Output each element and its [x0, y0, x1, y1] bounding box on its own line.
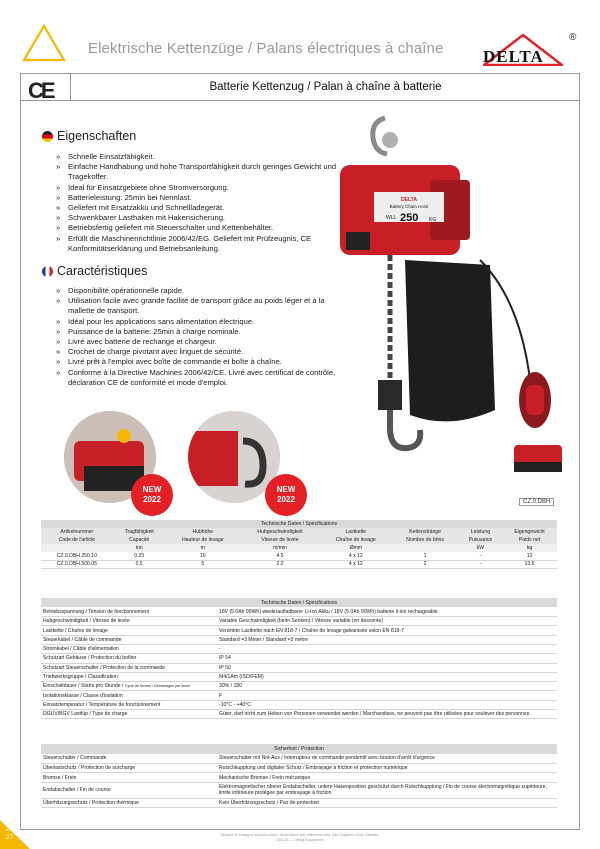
table-row	[41, 754, 557, 764]
spec-key: Stromkabel / Câble d'alimentation	[41, 644, 217, 653]
badge-new-text: NEW	[276, 485, 296, 494]
table-row	[41, 552, 557, 560]
table-cell: CZ.0.DBH.500.05	[41, 560, 113, 568]
heading-eigenschaften-text: Eigenschaften	[57, 129, 137, 143]
spec-key: Schutzart Steuerschalter / Protection de la commande	[41, 663, 217, 672]
list-item: » Livré prêt à l'emploi avec boîte de commande et boîte à chaîne.	[56, 357, 346, 367]
hoist-label-unit: KG	[429, 217, 437, 223]
table-title: Sicherheit / Protection	[41, 744, 557, 754]
hoist-label-title: Battery Chain Hoist	[389, 204, 429, 209]
list-item: » Ideal für Einsatzgebiete ohne Stromversorgung.	[56, 183, 346, 193]
table-row	[41, 710, 557, 719]
product-subtitle	[70, 74, 580, 101]
table-unit: m	[166, 544, 240, 552]
table-cell: CZ.0.DBH.250.10	[41, 552, 113, 560]
footer-line-2: DELTA — Lifting Equipment	[276, 838, 324, 842]
page-number-right: 27	[6, 834, 14, 841]
table-row	[41, 798, 557, 808]
hoist-label-brand: DELTA	[401, 197, 417, 203]
list-item: » Schwenkbarer Lasthaken mit Hakensicherung.	[56, 213, 346, 223]
table-unit: ton	[113, 544, 166, 552]
spec-value: Variable Geschwindigkeit (beim Senken) / Vitesse variable (en descente)	[217, 617, 557, 626]
table-header: Hauteur de levage	[166, 536, 240, 544]
spec-value: IP 54	[217, 654, 557, 663]
spec-table-technical	[41, 598, 557, 719]
hoist-label-capacity: 250	[400, 212, 419, 224]
list-item: » Schnelle Einsatzfähigkeit.	[56, 152, 346, 162]
table-row	[41, 560, 557, 568]
spec-key: Steuerkabel / Câble de commande	[41, 635, 217, 644]
table-row	[41, 626, 557, 635]
table-header: Kettenstränge	[391, 528, 458, 536]
table-cell: -	[459, 560, 502, 568]
list-item: » Geliefert mit Ersatzakku und Schnellladegerät.	[56, 203, 346, 213]
page-header-title: Elektrische Kettenzüge / Palans électriques à chaîne	[88, 40, 444, 57]
table-header: Eigengewicht	[502, 528, 557, 536]
table-row	[41, 607, 557, 616]
table-header: Tragfähigkeit	[113, 528, 166, 536]
spec-value: F	[217, 691, 557, 700]
spec-value: Rutschkupplung und digitaler Schutz / Embrayage à friction et protection numérique	[217, 763, 557, 773]
table-cell: 10	[166, 552, 240, 560]
page-number-left: 26	[6, 826, 14, 833]
heading-eigenschaften	[42, 129, 136, 143]
safety-table	[41, 744, 557, 808]
table-title: Technische Daten / Spécifications	[41, 520, 557, 528]
table-row	[41, 700, 557, 709]
german-flag-icon	[42, 131, 53, 142]
table-header: Chaîne de levage	[320, 536, 391, 544]
hoist-label-wll: WLL	[386, 215, 397, 221]
table-cell: 12	[502, 552, 557, 560]
caracteristiques-list	[56, 286, 346, 388]
spec-key: Betriebsspannung / Tension de fonctionnement	[41, 607, 217, 616]
spec-value: -10°C - +40°C	[217, 700, 557, 709]
warning-triangle-icon	[22, 24, 66, 62]
spec-key: Überlastschutz / Protection de surcharge	[41, 763, 217, 773]
badge-year-text: 2022	[277, 495, 295, 504]
table-row	[41, 644, 557, 653]
spec-key: Steuerschalter / Commande	[41, 754, 217, 764]
table-cell: 13.5	[502, 560, 557, 568]
spec-value: Mechanische Bremse / Frein mécanique	[217, 773, 557, 783]
heading-caracteristiques-text: Caractéristiques	[57, 264, 148, 278]
table-row	[41, 617, 557, 626]
spec-value: Kein Überhitzungsschutz / Pas de protection	[217, 798, 557, 808]
list-item: » Idéal pour les applications sans alimentation électrique.	[56, 317, 346, 327]
table-cell: 2.2	[240, 560, 320, 568]
new-2022-badge	[265, 474, 307, 516]
table-unit	[391, 544, 458, 552]
table-header: Lastkette	[320, 528, 391, 536]
table-header: Hubhöhe	[166, 528, 240, 536]
delta-registered-mark: ®	[569, 32, 577, 43]
spec-value: Steuerschalter mit Not-Aus / Interrupteur de commande pendentif avec bouton d'arrêt d'urgence	[217, 754, 557, 764]
list-item: » Livré avec batterie de rechange et chargeur.	[56, 337, 346, 347]
spec-value: 18V (5.0Ah 90Wh) wiederaufladbarer Li-Ion Akku / 18V (5.0Ah 90Wh) batterie li-ion rechargeable	[217, 607, 557, 616]
table-cell: 4 x 12	[320, 560, 391, 568]
spec-key: Überhitzungsschutz / Protection thermique	[41, 798, 217, 808]
list-item: » Disponibilité opérationnelle rapide.	[56, 286, 346, 296]
spec-key: Triebwerksgruppe / Classification	[41, 672, 217, 681]
new-2022-badge	[131, 474, 173, 516]
list-item: » Crochet de charge pivotant avec linguet de sécurité.	[56, 347, 346, 357]
table-row	[41, 763, 557, 773]
spec-value: Standard =3 Meter / Standard =3 mètre	[217, 635, 557, 644]
table-unit	[41, 544, 113, 552]
table-row	[41, 682, 557, 691]
spec-value: Güter, darf nicht zum Heben von Personen verwendet werden / Marchandises, ne peuvent pas être utilisées pour soulever des personnes	[217, 710, 557, 719]
heading-caracteristiques	[42, 264, 147, 278]
table-title: Technische Daten / Spécifications	[41, 598, 557, 607]
delta-logo-text: DELTA	[483, 47, 544, 66]
list-item: » Erfüllt die Maschinenrichtlinie 2006/42/EG. Geliefert mit Prüfzeugnis, CE Konformitätserklärung und Betriebsanleitung.	[56, 234, 346, 254]
spec-value: -	[217, 644, 557, 653]
table-row	[41, 654, 557, 663]
product-subtitle-text: Batterie Kettenzug / Palan à chaîne à batterie	[209, 81, 442, 93]
list-item: » Utilisation facile avec grande facilité de transport grâce au poids léger et à la mallette de transport.	[56, 296, 346, 316]
table-header: Leistung	[459, 528, 502, 536]
spec-value: M4/1Am (ISO/FEM)	[217, 672, 557, 681]
table-header: Capacité	[113, 536, 166, 544]
spec-key: DGUV/BGV Lastfüp / Type de charge	[41, 710, 217, 719]
page-header	[0, 0, 600, 75]
page-corner-accent-icon	[0, 820, 30, 849]
page-numbers	[6, 826, 13, 842]
table-row	[41, 635, 557, 644]
table-cell: 4 x 12	[320, 552, 391, 560]
table-header: Nombre de brins	[391, 536, 458, 544]
delta-logo	[483, 34, 579, 68]
table-row	[41, 773, 557, 783]
table-header: Hubgeschwindigkeit	[240, 528, 320, 536]
spec-value: 30% / 180	[217, 682, 557, 691]
spec-value: IP 50	[217, 663, 557, 672]
table-cell: 5	[166, 560, 240, 568]
table-cell: 4.5	[240, 552, 320, 560]
spec-key-main: Einschaltdauer / Starts pro Stunde /	[43, 683, 124, 690]
badge-year-text: 2022	[143, 495, 161, 504]
spec-key	[41, 682, 217, 691]
spec-value: Verzinkte Lastkette nach EN 818-7 / Chaîne de levage galvanisée selon EN 818-7	[217, 626, 557, 635]
french-flag-icon	[42, 266, 53, 277]
table-unit: m/min	[240, 544, 320, 552]
spec-key-small: Cycle de service / Démarrages par heure	[124, 684, 191, 689]
table-row	[41, 663, 557, 672]
list-item: » Einfache Handhabung und hohe Transportfähigkeit durch geringes Gewicht und Tragekoffer.	[56, 162, 346, 182]
list-item: » Conforme à la Directive Machines 2006/42/CE. Livré avec certificat de contrôle, déclaration CE de conformité et mode d'emploi.	[56, 368, 346, 388]
table-header: Poids net	[502, 536, 557, 544]
spec-key: Schutzart Gehäuse / Protection du boîtier	[41, 654, 217, 663]
product-code-label: CZ.0.DBH	[519, 498, 554, 506]
ce-mark: CE	[28, 78, 53, 103]
table-unit: kg	[502, 544, 557, 552]
table-row	[41, 782, 557, 798]
battery-chain-hoist-illustration	[330, 110, 580, 505]
spec-key: Endabschalter / Fin de course	[41, 782, 217, 798]
spec-key: Einsatztemperatur / Température de fonctionnement	[41, 700, 217, 709]
table-cell: 0.5	[113, 560, 166, 568]
spec-key: Bremse / Frein	[41, 773, 217, 783]
table-row	[41, 672, 557, 681]
spec-value: Elektromagnetischer oberer Endabschalter, untere Hakenposition geschützt durch Rutschkupplung / Fin de course électromagnétique supérieure, limite inférieure protégée par embrayage à friction	[217, 782, 557, 798]
list-item: » Puissance de la batterie: 25min à charge nominale.	[56, 327, 346, 337]
list-item: » Batterieleistung: 25min bei Nennlast.	[56, 193, 346, 203]
table-cell: 2	[391, 560, 458, 568]
spec-key: Hubgeschwindigkeit / Vitesse de levée	[41, 617, 217, 626]
eigenschaften-list	[56, 152, 346, 254]
page-footer	[150, 833, 450, 843]
table-header: Puissance	[459, 536, 502, 544]
table-unit: kW	[459, 544, 502, 552]
table-header: Vitesse de levée	[240, 536, 320, 544]
spec-table-models	[41, 520, 557, 569]
list-item: » Betriebsfertig geliefert mit Steuerschalter und Kettenbehälter.	[56, 223, 346, 233]
spec-key: Lastkette / Chaîne de levage	[41, 626, 217, 635]
table-cell: -	[459, 552, 502, 560]
table-cell: 0.25	[113, 552, 166, 560]
spec-key: Isolationsklasse / Classe d'isolation	[41, 691, 217, 700]
table-header: Code de l'article	[41, 536, 113, 544]
badge-new-text: NEW	[142, 485, 162, 494]
footer-line-1: Subject to changes without notice. Illustrations are reference only. Alle Angaben ohne Gewähr.	[220, 833, 380, 837]
table-header: Artikelnummer	[41, 528, 113, 536]
table-row	[41, 691, 557, 700]
table-unit: Ømm	[320, 544, 391, 552]
table-cell: 1	[391, 552, 458, 560]
